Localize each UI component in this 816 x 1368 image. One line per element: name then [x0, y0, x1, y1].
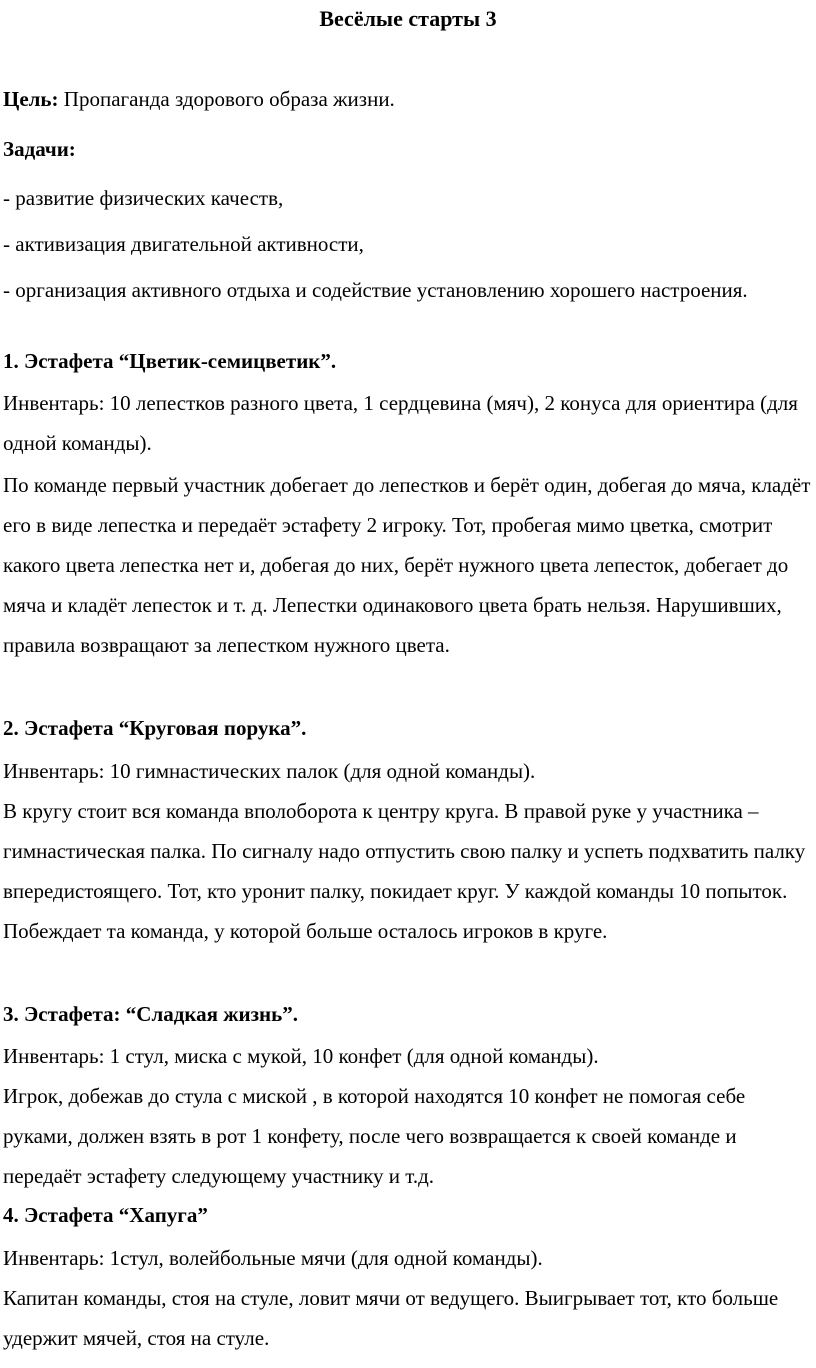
relay-description: В кругу стоит вся команда вполоборота к центру круга. В правой руке у участника – гимнастическая палка. По сигналу надо отпустить свою палку и успеть подхватить палку впередистоящего. Тот, кто уронит палку, покидает круг. У каждой команды 10 попыток. Побеждает та команда, у которой больше осталось игроков в круге. — [3, 799, 806, 943]
relay-heading: 2. Эстафета “Круговая порука”. — [3, 716, 307, 740]
task-item: - организация активного отдыха и содействие установлению хорошего настроения. — [3, 278, 748, 302]
goal-text: Пропаганда здорового образа жизни. — [63, 87, 395, 111]
relay-heading: 4. Эстафета “Хапуга” — [3, 1203, 208, 1227]
relay-heading: 1. Эстафета “Цветик-семицветик”. — [3, 349, 337, 373]
relay-description: Капитан команды, стоя на стуле, ловит мячи от ведущего. Выигрывает тот, кто больше удержит мячей, стоя на стуле. — [3, 1286, 779, 1350]
relay-heading: 3. Эстафета: “Сладкая жизнь”. — [3, 1002, 298, 1026]
goal-label: Цель: — [3, 87, 59, 111]
document-title: Весёлые старты 3 — [319, 6, 497, 31]
relay-inventory: Инвентарь: 10 гимнастических палок (для одной команды). — [3, 759, 536, 783]
tasks-label: Задачи: — [3, 137, 76, 161]
relay-description: По команде первый участник добегает до лепестков и берёт один, добегая до мяча, кладёт его в виде лепестка и передаёт эстафету 2 игроку. Тот, пробегая мимо цветка, смотрит какого цвета лепестка нет и, добегая до них, берёт нужного цвета лепесток, добегает до мяча и кладёт лепесток и т. д. Лепестки одинакового цвета брать нельзя. Нарушивших, правила возвращают за лепестком нужного цвета. — [3, 473, 811, 657]
relay-inventory: Инвентарь: 10 лепестков разного цвета, 1 сердцевина (мяч), 2 конуса для ориентира (для одной команды). — [3, 391, 798, 455]
task-item: - развитие физических качеств, — [3, 186, 284, 210]
relay-inventory: Инвентарь: 1стул, волейбольные мячи (для одной команды). — [3, 1246, 543, 1270]
task-item: - активизация двигательной активности, — [3, 232, 364, 256]
goal-paragraph — [3, 86, 811, 113]
relay-description: Игрок, добежав до стула с миской , в которой находятся 10 конфет не помогая себе руками, должен взять в рот 1 конфету, после чего возвращается к своей команде и передаёт эстафету следующему участнику и т.д. — [3, 1084, 746, 1188]
relay-inventory: Инвентарь: 1 стул, миска с мукой, 10 конфет (для одной команды). — [3, 1044, 599, 1068]
